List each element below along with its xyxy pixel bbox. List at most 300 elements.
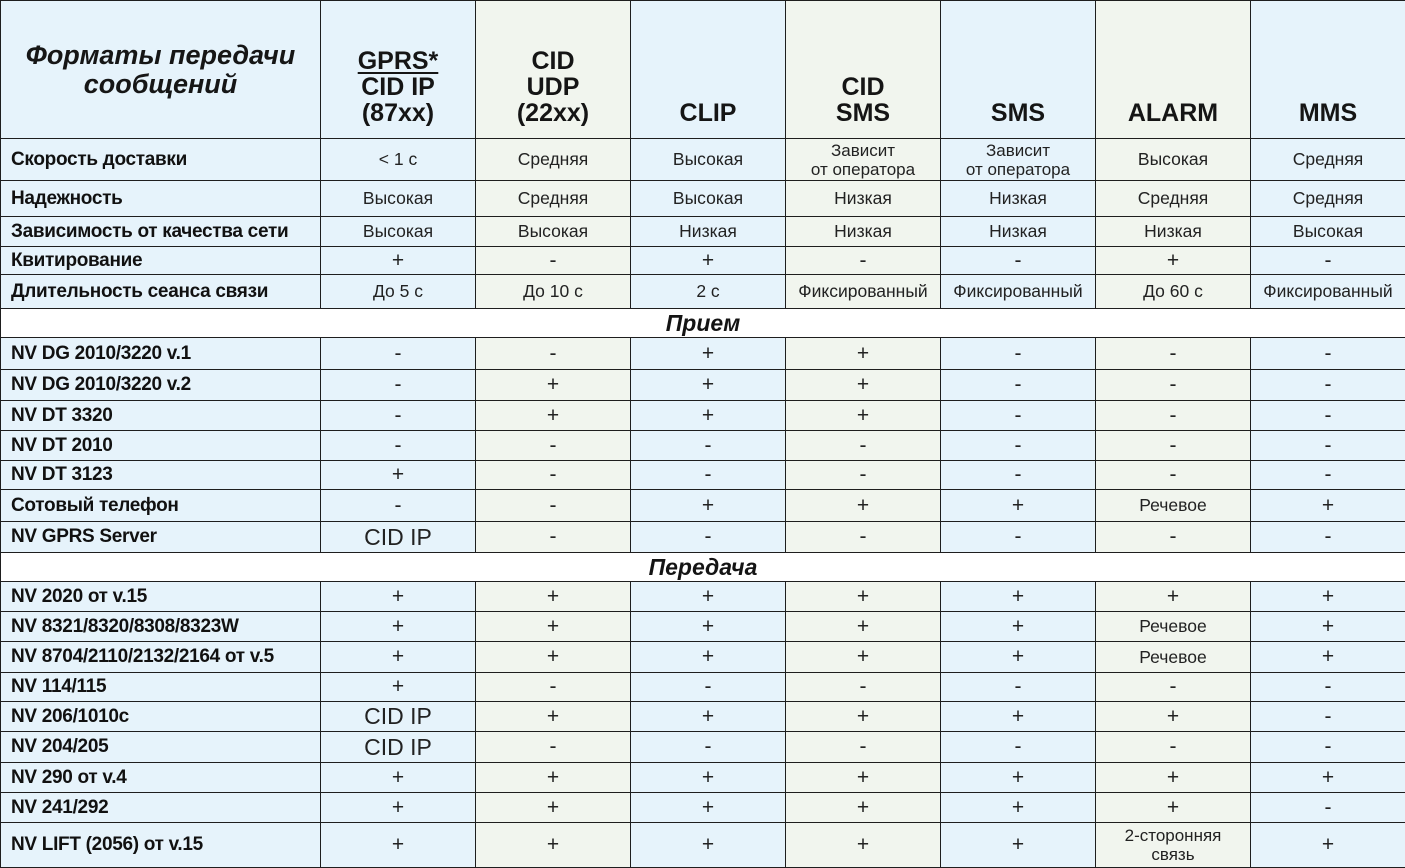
table-cell bbox=[786, 431, 941, 461]
table-cell bbox=[1251, 490, 1405, 522]
cell-value: + bbox=[1322, 494, 1334, 517]
table-row bbox=[1, 217, 1405, 247]
row-label bbox=[1, 612, 321, 642]
cell-value: + bbox=[857, 373, 869, 396]
row-label-text: NV 204/205 bbox=[11, 736, 108, 757]
cell-value: + bbox=[547, 404, 559, 427]
table-cell bbox=[1096, 217, 1251, 247]
cell-value: - bbox=[860, 675, 867, 698]
column-header-line: CID IP bbox=[361, 73, 435, 101]
cell-value: Низкая bbox=[834, 188, 892, 208]
table-cell bbox=[476, 732, 631, 763]
cell-value: - bbox=[860, 249, 867, 272]
table-cell bbox=[1096, 461, 1251, 490]
table-cell bbox=[941, 139, 1096, 181]
row-label bbox=[1, 338, 321, 370]
table-cell bbox=[1096, 181, 1251, 217]
table-cell bbox=[476, 247, 631, 275]
table-cell bbox=[1251, 217, 1405, 247]
column-header-line: (87xx) bbox=[362, 99, 434, 127]
table-cell bbox=[321, 732, 476, 763]
table-cell bbox=[1096, 582, 1251, 612]
cell-value: - bbox=[1325, 434, 1332, 457]
table-body bbox=[1, 1, 1405, 868]
table-cell bbox=[786, 673, 941, 702]
table-cell bbox=[941, 217, 1096, 247]
column-header-line: CID bbox=[531, 47, 574, 75]
table-row bbox=[1, 673, 1405, 702]
row-label bbox=[1, 763, 321, 793]
cell-value: - bbox=[1015, 675, 1022, 698]
row-label bbox=[1, 642, 321, 673]
table-cell bbox=[631, 338, 786, 370]
row-label-text: Квитирование bbox=[11, 250, 142, 271]
table-row bbox=[1, 461, 1405, 490]
table-cell bbox=[321, 275, 476, 309]
cell-value: + bbox=[857, 404, 869, 427]
row-label bbox=[1, 431, 321, 461]
cell-value: Речевое bbox=[1139, 495, 1206, 515]
table-cell bbox=[631, 732, 786, 763]
table-cell bbox=[941, 370, 1096, 401]
cell-value: + bbox=[392, 615, 404, 638]
table-cell bbox=[1251, 338, 1405, 370]
row-label-text: NV DT 2010 bbox=[11, 435, 113, 456]
row-label bbox=[1, 461, 321, 490]
cell-value: + bbox=[1012, 494, 1024, 517]
cell-value: - bbox=[1170, 342, 1177, 365]
table-cell bbox=[631, 247, 786, 275]
table-cell bbox=[321, 370, 476, 401]
cell-value: + bbox=[857, 615, 869, 638]
cell-value: + bbox=[392, 796, 404, 819]
table-cell bbox=[941, 247, 1096, 275]
cell-value: + bbox=[702, 766, 714, 789]
table-cell bbox=[786, 217, 941, 247]
row-label bbox=[1, 582, 321, 612]
table-cell bbox=[476, 582, 631, 612]
table-cell bbox=[941, 702, 1096, 732]
table-cell bbox=[1251, 181, 1405, 217]
cell-value: + bbox=[392, 766, 404, 789]
table-cell bbox=[1251, 673, 1405, 702]
cell-value: + bbox=[392, 645, 404, 668]
cell-value: + bbox=[547, 796, 559, 819]
cell-value: + bbox=[1322, 585, 1334, 608]
cell-value: - bbox=[1170, 525, 1177, 548]
cell-value: + bbox=[857, 705, 869, 728]
table-cell bbox=[1096, 612, 1251, 642]
table-cell bbox=[476, 793, 631, 823]
table-cell bbox=[786, 763, 941, 793]
cell-value: + bbox=[702, 645, 714, 668]
row-label-text: NV LIFT (2056) от v.15 bbox=[11, 834, 203, 855]
cell-value: + bbox=[1012, 585, 1024, 608]
cell-value: - bbox=[1015, 373, 1022, 396]
table-cell bbox=[786, 490, 941, 522]
cell-value: - bbox=[1325, 249, 1332, 272]
table-cell bbox=[476, 370, 631, 401]
column-header-line: CLIP bbox=[680, 99, 737, 127]
cell-value: - bbox=[1170, 373, 1177, 396]
table-cell bbox=[321, 217, 476, 247]
table-row bbox=[1, 431, 1405, 461]
cell-value: + bbox=[392, 833, 404, 856]
cell-value: До 60 с bbox=[1143, 281, 1203, 301]
cell-value: + bbox=[1167, 585, 1179, 608]
row-label-text: NV 8321/8320/8308/8323W bbox=[11, 616, 239, 637]
table-cell bbox=[786, 642, 941, 673]
section-title-text: Прием bbox=[666, 310, 740, 336]
cell-value: - bbox=[860, 735, 867, 758]
table-cell bbox=[631, 673, 786, 702]
column-header bbox=[1096, 1, 1251, 139]
row-label bbox=[1, 401, 321, 431]
column-header-line: (22xx) bbox=[517, 99, 589, 127]
table-cell bbox=[1096, 793, 1251, 823]
row-label-text: NV GPRS Server bbox=[11, 526, 157, 547]
table-cell bbox=[786, 275, 941, 309]
table-cell bbox=[1251, 139, 1405, 181]
column-header bbox=[321, 1, 476, 139]
table-row bbox=[1, 612, 1405, 642]
cell-value: - bbox=[705, 525, 712, 548]
table-cell bbox=[941, 793, 1096, 823]
table-cell bbox=[786, 461, 941, 490]
table-cell bbox=[631, 490, 786, 522]
table-cell bbox=[941, 431, 1096, 461]
cell-value: + bbox=[1012, 766, 1024, 789]
cell-value: - bbox=[1325, 342, 1332, 365]
table-cell bbox=[941, 461, 1096, 490]
table-title bbox=[1, 1, 321, 139]
table-cell bbox=[476, 461, 631, 490]
table-cell bbox=[1096, 247, 1251, 275]
cell-value: Фиксированный bbox=[953, 281, 1082, 301]
cell-value: + bbox=[547, 585, 559, 608]
table-cell bbox=[476, 612, 631, 642]
cell-value: - bbox=[1325, 675, 1332, 698]
table-cell bbox=[476, 275, 631, 309]
cell-value: + bbox=[1167, 796, 1179, 819]
table-row bbox=[1, 401, 1405, 431]
column-header-line: SMS bbox=[991, 99, 1045, 127]
table-title-line: Форматы передачи bbox=[26, 40, 296, 70]
row-label-text: Сотовый телефон bbox=[11, 495, 179, 516]
table-cell bbox=[476, 217, 631, 247]
table-cell bbox=[631, 275, 786, 309]
column-header-line: ALARM bbox=[1128, 99, 1218, 127]
table-row bbox=[1, 522, 1405, 553]
cell-value: - bbox=[1170, 463, 1177, 486]
table-cell bbox=[321, 702, 476, 732]
table-cell bbox=[786, 582, 941, 612]
cell-value: + bbox=[1167, 705, 1179, 728]
table-cell bbox=[1096, 370, 1251, 401]
table-cell bbox=[1096, 431, 1251, 461]
table-cell bbox=[941, 732, 1096, 763]
table-row bbox=[1, 793, 1405, 823]
table-cell bbox=[1096, 401, 1251, 431]
row-label bbox=[1, 370, 321, 401]
cell-value: + bbox=[392, 675, 404, 698]
table-cell bbox=[1096, 139, 1251, 181]
table-cell bbox=[631, 702, 786, 732]
table-cell bbox=[1096, 673, 1251, 702]
table-cell bbox=[476, 763, 631, 793]
cell-value: + bbox=[702, 705, 714, 728]
table-cell bbox=[321, 338, 476, 370]
cell-value: + bbox=[547, 766, 559, 789]
cell-value: + bbox=[702, 796, 714, 819]
cell-value: Средняя bbox=[1293, 188, 1364, 208]
cell-value: Низкая bbox=[834, 221, 892, 241]
table-cell bbox=[1251, 702, 1405, 732]
cell-value: - bbox=[550, 249, 557, 272]
table-cell bbox=[1251, 431, 1405, 461]
cell-value: - bbox=[395, 434, 402, 457]
table-cell bbox=[1096, 763, 1251, 793]
cell-value: - bbox=[1015, 404, 1022, 427]
table-cell bbox=[321, 763, 476, 793]
table-row bbox=[1, 582, 1405, 612]
cell-value: + bbox=[702, 249, 714, 272]
cell-value: Средняя bbox=[1293, 149, 1364, 169]
cell-value: - bbox=[1015, 249, 1022, 272]
table-cell bbox=[476, 702, 631, 732]
table-cell bbox=[321, 522, 476, 553]
cell-value: Высокая bbox=[673, 188, 743, 208]
row-label bbox=[1, 217, 321, 247]
cell-value: Зависит bbox=[831, 141, 895, 160]
table-row bbox=[1, 247, 1405, 275]
table-cell bbox=[1251, 370, 1405, 401]
table-row bbox=[1, 732, 1405, 763]
row-label-text: NV DT 3123 bbox=[11, 464, 113, 485]
cell-value: CID IP bbox=[364, 524, 432, 550]
table-cell bbox=[631, 642, 786, 673]
cell-value: + bbox=[1322, 615, 1334, 638]
table-cell bbox=[476, 673, 631, 702]
row-label-text: Скорость доставки bbox=[11, 149, 187, 170]
cell-value: - bbox=[1170, 434, 1177, 457]
cell-value: + bbox=[857, 645, 869, 668]
column-header bbox=[1251, 1, 1405, 139]
row-label-text: NV DT 3320 bbox=[11, 405, 113, 426]
cell-value: - bbox=[550, 434, 557, 457]
cell-value: + bbox=[547, 833, 559, 856]
cell-value: + bbox=[1167, 249, 1179, 272]
table-cell bbox=[631, 793, 786, 823]
cell-value: - bbox=[860, 434, 867, 457]
cell-value: - bbox=[550, 342, 557, 365]
cell-value: - bbox=[1325, 735, 1332, 758]
table-title-line: сообщений bbox=[84, 69, 238, 99]
cell-value: - bbox=[1325, 404, 1332, 427]
section-title bbox=[1, 553, 1405, 582]
cell-value: - bbox=[860, 525, 867, 548]
cell-value: + bbox=[1012, 796, 1024, 819]
row-label-text: NV 2020 от v.15 bbox=[11, 586, 147, 607]
table-cell bbox=[476, 642, 631, 673]
table-cell bbox=[631, 431, 786, 461]
table-cell bbox=[786, 702, 941, 732]
row-label bbox=[1, 702, 321, 732]
cell-value: Низкая bbox=[1144, 221, 1202, 241]
row-label-text: NV DG 2010/3220 v.1 bbox=[11, 343, 191, 364]
cell-value: - bbox=[705, 675, 712, 698]
table-cell bbox=[1251, 763, 1405, 793]
cell-value: - bbox=[1325, 525, 1332, 548]
cell-value: от оператора bbox=[966, 160, 1070, 179]
table-cell bbox=[786, 370, 941, 401]
table-cell bbox=[1251, 461, 1405, 490]
table-cell bbox=[1251, 401, 1405, 431]
table-cell bbox=[1096, 490, 1251, 522]
table-cell bbox=[631, 181, 786, 217]
row-label bbox=[1, 139, 321, 181]
row-label bbox=[1, 673, 321, 702]
cell-value: + bbox=[1322, 645, 1334, 668]
row-label-text: NV 241/292 bbox=[11, 797, 108, 818]
cell-value: + bbox=[857, 494, 869, 517]
cell-value: + bbox=[857, 833, 869, 856]
table-cell bbox=[631, 612, 786, 642]
table-cell bbox=[1251, 642, 1405, 673]
table-cell bbox=[631, 522, 786, 553]
table-cell bbox=[941, 763, 1096, 793]
cell-value: - bbox=[1325, 373, 1332, 396]
table-cell bbox=[476, 139, 631, 181]
cell-value: Речевое bbox=[1139, 647, 1206, 667]
cell-value: - bbox=[1325, 705, 1332, 728]
table-cell bbox=[321, 247, 476, 275]
table-cell bbox=[941, 612, 1096, 642]
cell-value: от оператора bbox=[811, 160, 915, 179]
table-row bbox=[1, 275, 1405, 309]
cell-value: - bbox=[550, 735, 557, 758]
cell-value: - bbox=[550, 675, 557, 698]
cell-value: - bbox=[1170, 675, 1177, 698]
cell-value: - bbox=[550, 463, 557, 486]
cell-value: + bbox=[392, 463, 404, 486]
cell-value: - bbox=[1325, 463, 1332, 486]
section-row bbox=[1, 553, 1405, 582]
cell-value: Средняя bbox=[1138, 188, 1209, 208]
row-label bbox=[1, 793, 321, 823]
table-cell bbox=[941, 275, 1096, 309]
table-cell bbox=[1096, 702, 1251, 732]
table-row bbox=[1, 642, 1405, 673]
table-cell bbox=[476, 490, 631, 522]
cell-value: Низкая bbox=[989, 188, 1047, 208]
row-label-text: Надежность bbox=[11, 188, 123, 209]
table-cell bbox=[321, 431, 476, 461]
table-row bbox=[1, 490, 1405, 522]
row-label bbox=[1, 247, 321, 275]
table-cell bbox=[321, 139, 476, 181]
table-cell bbox=[321, 461, 476, 490]
cell-value: CID IP bbox=[364, 703, 432, 729]
table-cell bbox=[786, 247, 941, 275]
cell-value: + bbox=[702, 833, 714, 856]
table-cell bbox=[786, 338, 941, 370]
cell-value: Высокая bbox=[363, 188, 433, 208]
row-label bbox=[1, 181, 321, 217]
table-cell bbox=[631, 370, 786, 401]
row-label bbox=[1, 275, 321, 309]
table-cell bbox=[786, 793, 941, 823]
table-cell bbox=[786, 139, 941, 181]
table-cell bbox=[631, 217, 786, 247]
cell-value: + bbox=[702, 342, 714, 365]
section-title bbox=[1, 309, 1405, 338]
cell-value: - bbox=[1015, 463, 1022, 486]
section-row bbox=[1, 309, 1405, 338]
column-header-line: CID bbox=[841, 73, 884, 101]
cell-value: + bbox=[857, 796, 869, 819]
table-cell bbox=[321, 793, 476, 823]
table-cell bbox=[786, 522, 941, 553]
row-label-text: NV 114/115 bbox=[11, 676, 106, 697]
table-cell bbox=[1251, 522, 1405, 553]
cell-value: До 10 с bbox=[523, 281, 583, 301]
table-cell bbox=[476, 522, 631, 553]
table-row bbox=[1, 370, 1405, 401]
cell-value: + bbox=[392, 585, 404, 608]
cell-value: < 1 с bbox=[379, 149, 417, 169]
table-cell bbox=[786, 401, 941, 431]
table-cell bbox=[1096, 642, 1251, 673]
table-cell bbox=[321, 582, 476, 612]
cell-value: + bbox=[1012, 705, 1024, 728]
cell-value: Средняя bbox=[518, 188, 589, 208]
cell-value: Низкая bbox=[679, 221, 737, 241]
cell-value: Высокая bbox=[1138, 149, 1208, 169]
section-title-text: Передача bbox=[649, 554, 758, 580]
row-label-text: NV 290 от v.4 bbox=[11, 767, 126, 788]
cell-value: + bbox=[857, 585, 869, 608]
table-cell bbox=[631, 763, 786, 793]
row-label-text: NV 206/1010c bbox=[11, 706, 129, 727]
cell-value: + bbox=[547, 615, 559, 638]
table-cell bbox=[321, 642, 476, 673]
table-cell bbox=[1096, 275, 1251, 309]
table-cell bbox=[476, 431, 631, 461]
table-cell bbox=[321, 673, 476, 702]
table-cell bbox=[631, 139, 786, 181]
header-row bbox=[1, 1, 1405, 139]
table-cell bbox=[941, 401, 1096, 431]
cell-value: Высокая bbox=[363, 221, 433, 241]
row-label-text: Длительность сеанса связи bbox=[11, 281, 268, 302]
cell-value: - bbox=[550, 525, 557, 548]
table-cell bbox=[321, 612, 476, 642]
cell-value: + bbox=[1322, 833, 1334, 856]
column-header bbox=[786, 1, 941, 139]
cell-value: + bbox=[857, 342, 869, 365]
cell-value: + bbox=[1012, 833, 1024, 856]
cell-value: + bbox=[702, 494, 714, 517]
table-cell bbox=[631, 461, 786, 490]
cell-value: 2 с bbox=[696, 281, 719, 301]
row-label bbox=[1, 732, 321, 763]
table-cell bbox=[1251, 582, 1405, 612]
table-cell bbox=[786, 732, 941, 763]
table-cell bbox=[941, 490, 1096, 522]
cell-value: Высокая bbox=[1293, 221, 1363, 241]
table-cell bbox=[786, 612, 941, 642]
